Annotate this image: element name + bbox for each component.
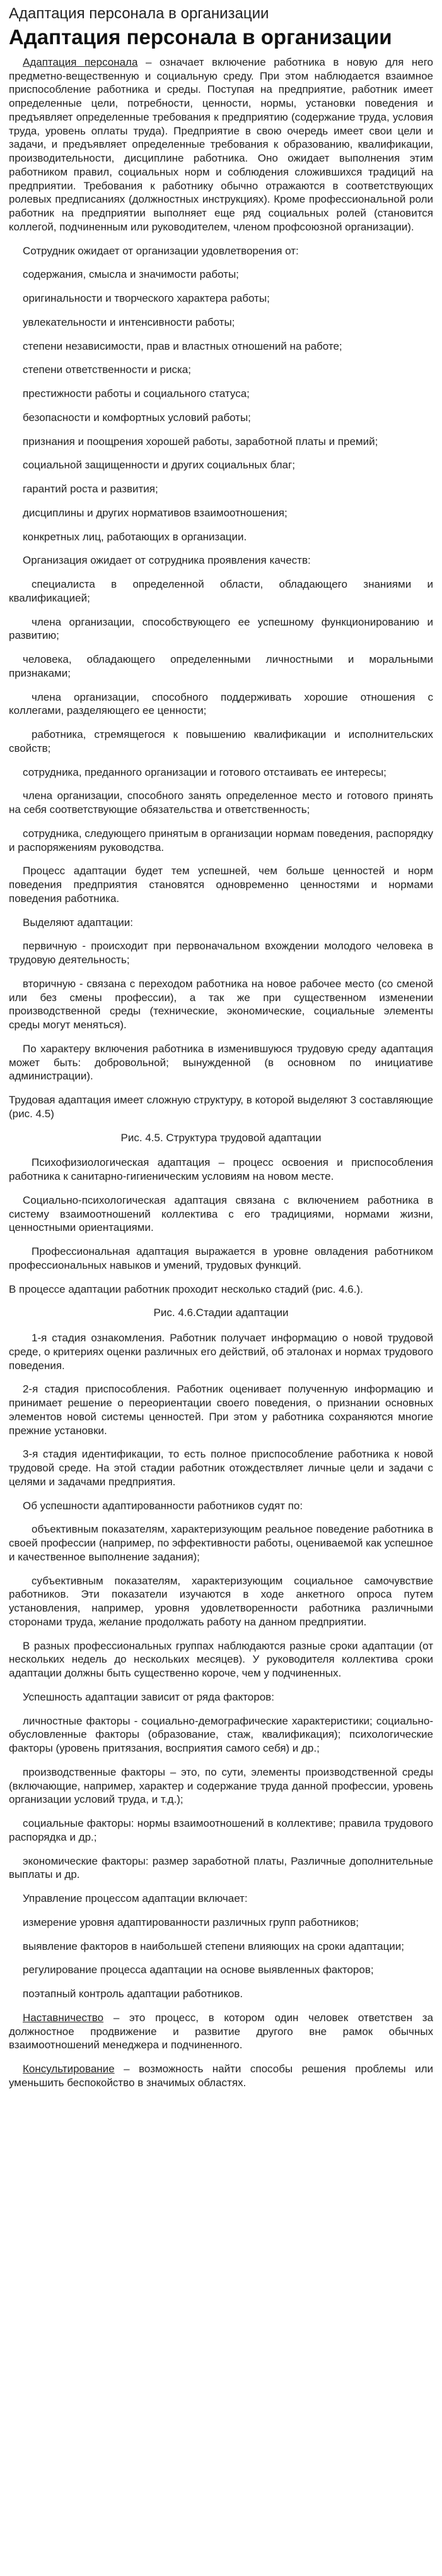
list-item: производственные факторы – это, по сути, элементы производственной среды (включающие, например, характер и содержание труда данной профессии, уровень организации условий труда, и т.д.); [9,1766,433,1806]
consulting-paragraph [9,2062,433,2090]
list-item: личностные факторы - социально-демографические характеристики; социально-обусловленные факторы (образование, стаж, квалификация); психологические факторы (уровень притязания, восприятия самого себя) и др.; [9,1714,433,1754]
factors-lead: Успешность адаптации зависит от ряда факторов: [23,1690,274,1703]
structure-paragraph: Трудовая адаптация имеет сложную структуру, в которой выделяют 3 составляющие (рис. 4.5) [9,1094,433,1120]
list-item: Социально-психологическая адаптация связана с включением работника в систему взаимоотношений коллектива с его традициями, нормами жизни, ценностными ориентациями. [9,1194,433,1234]
list-item: 3-я стадия идентификации, то есть полное приспособление работника к новой трудовой среде. На этой стадии работник отождествляет личные цели и задачи с целями и задачами предприятия. [9,1448,433,1488]
list-item: 2-я стадия приспособления. Работник оценивает полученную информацию и принимает решение о переориентации своего поведения, о признании основных элементов новой системы ценностей. При этом у работника сохраняются многие прежние установки. [9,1383,433,1437]
list-item: Психофизиологическая адаптация – процесс освоения и приспособления работника к санитарно-гигиеническим условиям на новом месте. [9,1156,433,1182]
list-item: вторичную - связана с переходом работника на новое рабочее место (со сменой или без смены профессии), а так же при существенном изменении производственной среды (технические, экономические, социальные элементы среды могут меняться). [9,977,433,1031]
employee-expects-list [9,268,433,543]
employee-expects-lead: Сотрудник ожидает от организации удовлетворения от: [23,244,299,257]
list-item: оригинальности и творческого характера работы; [23,292,270,304]
success-paragraph: Процесс адаптации будет тем успешней, чем больше ценностей и норм поведения предприятия становятся одновременно ценностями и нормами поведения работника. [9,865,433,905]
list-item: субъективным показателям, характеризующим социальное самочувствие работников. Эти показатели изучаются в ходе анкетного опроса путем установления, например, уровня удовлетворенности работника различными сторонами труда, желание продолжать работу на данном предприятии. [9,1574,433,1628]
list-item: Профессиональная адаптация выражается в уровне овладения работником профессиональных навыков и умений, трудовых функций. [9,1245,433,1271]
stages-paragraph: В процессе адаптации работник проходит несколько стадий (рис. 4.6.). [9,1283,363,1295]
list-item: члена организации, способного занять определенное место и готового принять на себя соответствующие обязательства и ответственность; [9,790,433,816]
figure-caption: Рис. 4.5. Структура трудовой адаптации [120,1131,322,1144]
term-personnel-adaptation: Адаптация персонала [23,56,138,68]
consulting-text: – возможность найти способы решения проблемы или уменьшить беспокойство в значимых областях. [9,2063,433,2089]
list-item: регулирование процесса адаптации на основе выявленных факторов; [23,1964,374,1976]
types-lead: Выделяют адаптации: [23,916,133,929]
list-item: сотрудника, преданного организации и готового отстаивать ее интересы; [23,766,387,778]
term-consulting: Консультирование [23,2063,115,2075]
mentoring-paragraph [9,2011,433,2052]
periods-paragraph: В разных профессиональных группах наблюдаются разные сроки адаптации (от нескольких недель до нескольких месяцев). У руководителя коллектива сроки адаптации должны быть существенно короче, чем у подчиненных. [9,1639,433,1679]
list-item: безопасности и комфортных условий работы; [23,411,251,424]
intro-paragraph [9,56,433,234]
org-expects-lead: Организация ожидает от сотрудника проявления качеств: [23,554,311,567]
list-item: члена организации, способного поддерживать хорошие отношения с коллегами, разделяющего ее ценности; [9,691,433,717]
org-expects-list [9,578,433,854]
list-item: признания и поощрения хорошей работы, заработной платы и премий; [23,435,378,448]
list-item: человека, обладающего определенными личностными и моральными признаками; [9,653,433,679]
intro-text: – означает включение работника в новую для него предметно-вещественную и социальную среду. При этом наблюдается взаимное приспособление работника и среды. Поступая на предприятие, работник имеет определенные цели, потребности, ценности, нормы, установки поведения и предъявляет определенные требования к предприятию (содержание труда, условия труда, уровень оплаты труда). Предприятие в свою очередь имеет свои цели и задачи, и предъявляет определенные требования к образованию, квалификации, производительности, дисциплине работника. Оно ожидает выполнения этим работником правил, социальных норм и соблюдения сложившихся традиций на предприятии. Требования к работнику обычно отражаются в соответствующих ролевых предписаниях (должностных инструкциях). Кроме профессиональной роли работник на предприятии выполняет еще ряд социальных ролей (становится коллегой, подчиненным или руководителем, членом профсоюзной организации). [9,56,433,233]
list-item: гарантий роста и развития; [23,483,158,495]
page-title: Адаптация персонала в организации [9,25,392,49]
list-item: увлекательности и интенсивности работы; [23,316,235,328]
list-item: специалиста в определенной области, обладающего знаниями и квалификацией; [9,578,433,604]
list-item: сотрудника, следующего принятым в организации нормам поведения, распорядку и распоряжениям руководства. [9,827,433,853]
figure-caption: Рис. 4.6.Стадии адаптации [153,1307,289,1319]
list-item: экономические факторы: размер заработной платы, Различные дополнительные выплаты и др. [9,1855,433,1881]
term-mentoring: Наставничество [23,2011,104,2024]
list-item: дисциплины и других нормативов взаимоотношения; [23,506,288,519]
list-item: социальной защищенности и других социальных благ; [23,459,295,472]
list-item: содержания, смысла и значимости работы; [23,268,239,281]
list-item: измерение уровня адаптированности различных групп работников; [23,1916,359,1928]
list-item: поэтапный контроль адаптации работников. [23,1988,243,2000]
list-item: степени независимости, прав и властных отношений на работе; [23,340,342,352]
list-item: социальные факторы: нормы взаимоотношений в коллективе; правила трудового распорядка и др.; [9,1817,433,1843]
list-item: 1-я стадия ознакомления. Работник получает информацию о новой трудовой среде, о критериях оценки различных его действий, об эталонах и нормах трудового поведения. [9,1332,433,1372]
list-item: объективным показателям, характеризующим реальное поведение работника в своей профессии (например, по эффективности работы, оцениваемой как успешное и качественное выполнение задания); [9,1523,433,1563]
list-item: конкретных лиц, работающих в организации. [23,530,247,543]
mentoring-text: – это процесс, в котором один человек ответствен за должностное продвижение и развитие другого вне рамок обычных взаимоотношений менеджера и подчиненного. [9,2011,433,2051]
list-item: степени ответственности и риска; [23,364,191,376]
list-item: работника, стремящегося к повышению квалификации и исполнительских свойств; [9,728,433,754]
list-item: престижности работы и социального статуса; [23,388,250,400]
management-lead: Управление процессом адаптации включает: [23,1892,248,1904]
list-item: первичную - происходит при первоначальном вхождении молодого человека в трудовую деятельность; [9,940,433,966]
breadcrumb: Адаптация персонала в организации [9,5,269,22]
indicators-lead: Об успешности адаптированности работников судят по: [23,1499,303,1512]
list-item: члена организации, способствующего ее успешному функционированию и развитию; [9,615,433,642]
voluntary-paragraph: По характеру включения работника в изменившуюся трудовую среду адаптация может быть: добровольной; вынужденной (в основном по инициативе администрации). [9,1042,433,1083]
list-item: выявление факторов в наибольшей степени влияющих на сроки адаптации; [23,1940,405,1952]
